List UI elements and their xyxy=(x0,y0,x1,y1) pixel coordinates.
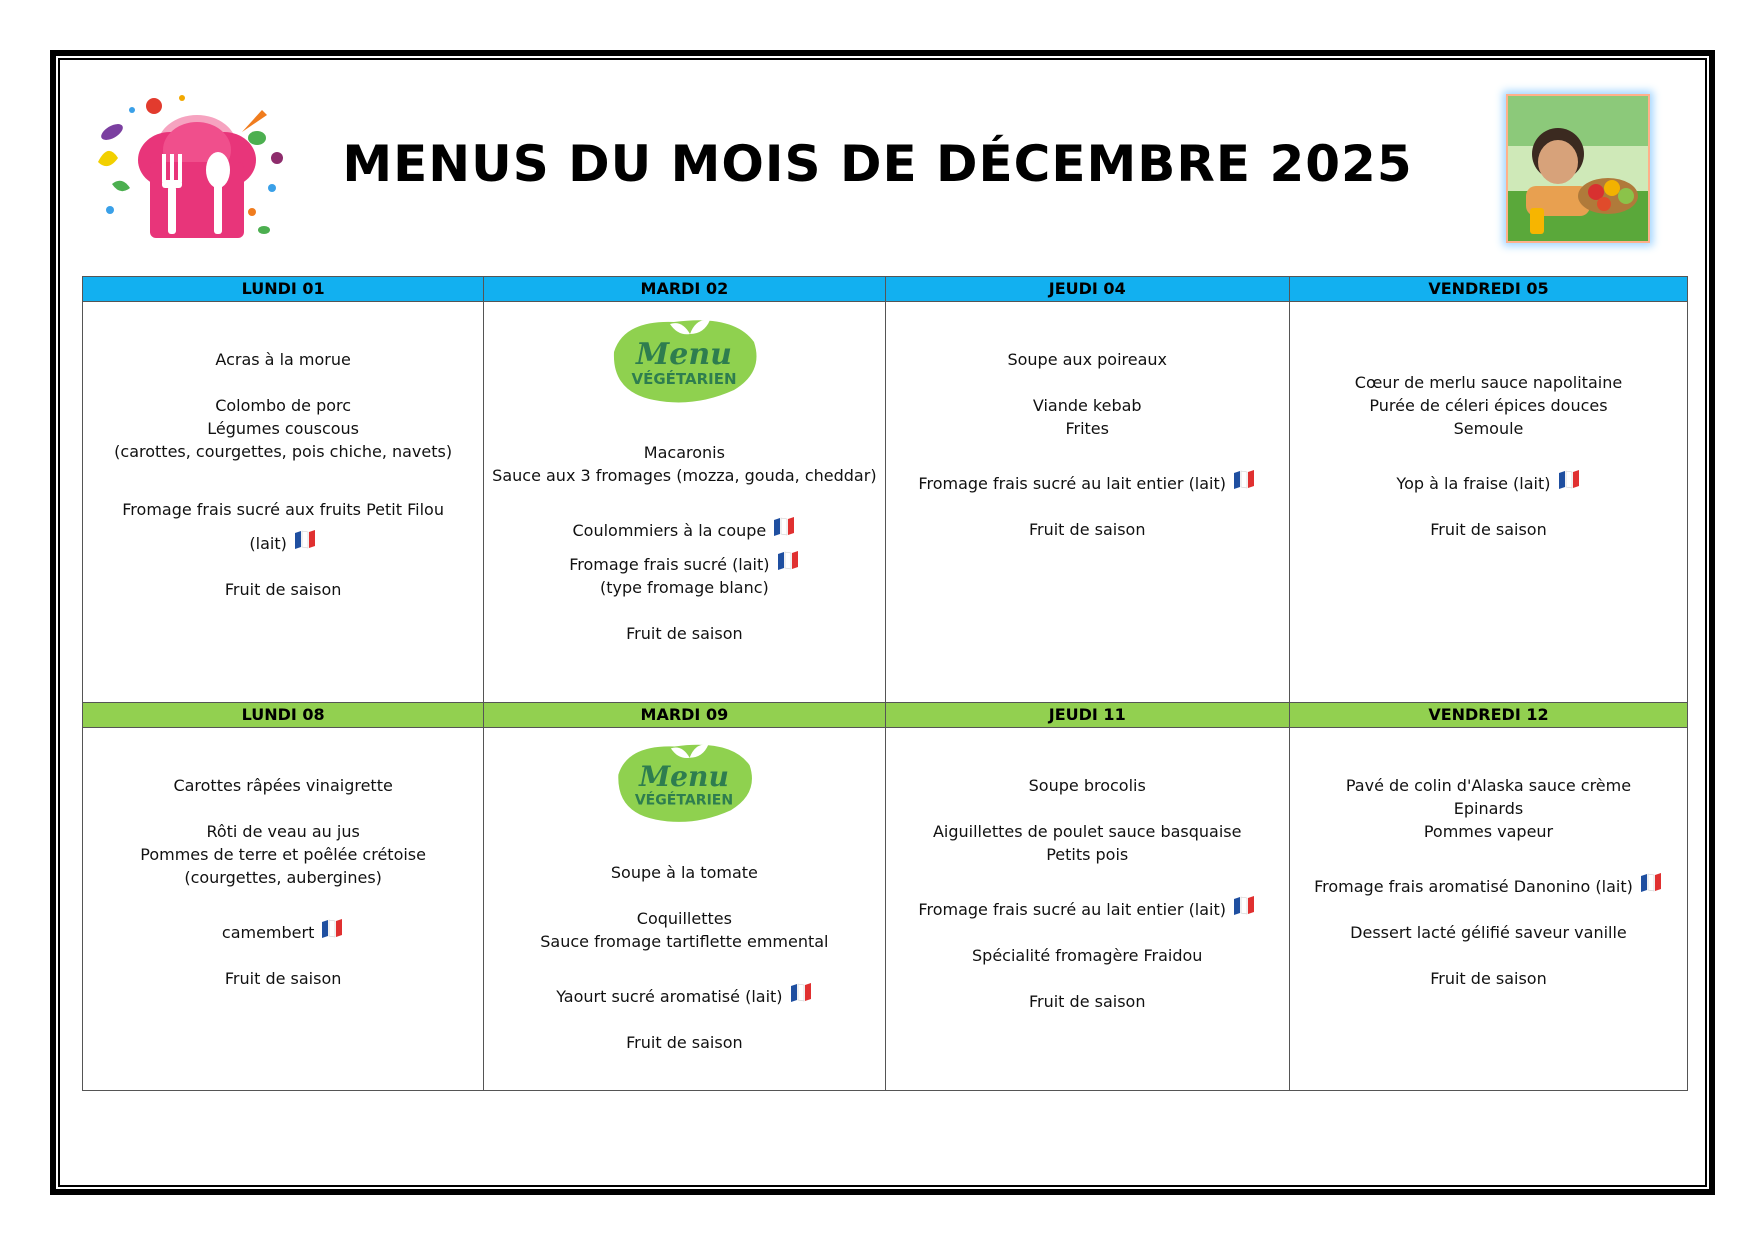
menu-starter: Acras à la morue xyxy=(215,350,351,369)
child-fruits-photo xyxy=(1506,94,1650,243)
menu-dairy-detail: (type fromage blanc) xyxy=(599,578,769,597)
menu-dessert: Fruit de saison xyxy=(1028,520,1146,539)
badge-title: Menu xyxy=(636,337,733,372)
day-menu-cell xyxy=(83,728,484,1091)
menu-main: Coquillettes xyxy=(636,909,732,928)
menu-cheese: camembert xyxy=(221,923,315,942)
menu-main: Macaronis xyxy=(643,443,725,462)
badge-subtitle: VÉGÉTARIEN xyxy=(635,792,734,809)
menu-starter: Soupe aux poireaux xyxy=(1007,350,1167,369)
menu-cheese: Spécialité fromagère Fraidou xyxy=(972,946,1203,965)
day-menu-cell xyxy=(885,302,1289,703)
menu-dessert: Fruit de saison xyxy=(1028,992,1146,1011)
menu-main: Rôti de veau au jus xyxy=(206,822,360,841)
french-flag-icon xyxy=(789,982,813,1004)
week1-menu-row xyxy=(83,302,1688,703)
vegetarian-menu-badge xyxy=(604,312,764,410)
day-header: JEUDI 11 xyxy=(885,703,1289,728)
french-flag-icon xyxy=(1232,895,1256,917)
menu-side-detail: (carottes, courgettes, pois chiche, navets) xyxy=(114,442,453,461)
menu-dessert: Fruit de saison xyxy=(1430,969,1547,988)
menu-main: Cœur de merlu sauce napolitaine xyxy=(1354,373,1623,392)
menu-starter: Carottes râpées vinaigrette xyxy=(173,776,393,795)
badge-title: Menu xyxy=(639,759,730,793)
page-title: MENUS DU MOIS DE DÉCEMBRE 2025 xyxy=(342,135,1413,193)
menu-dairy: Fromage frais aromatisé Danonino (lait) xyxy=(1314,877,1633,896)
menu-side: Pommes de terre et poêlée crétoise xyxy=(140,845,426,864)
menu-dessert: Fruit de saison xyxy=(224,580,342,599)
menu-table xyxy=(82,276,1688,1091)
day-header: VENDREDI 12 xyxy=(1289,703,1687,728)
day-header: LUNDI 01 xyxy=(83,277,484,302)
menu-side: Epinards xyxy=(1453,799,1524,818)
french-flag-icon xyxy=(1232,469,1256,491)
french-flag-icon xyxy=(293,529,317,551)
day-header: LUNDI 08 xyxy=(83,703,484,728)
menu-side: Pommes vapeur xyxy=(1423,822,1554,841)
menu-dairy: Fromage frais sucré au lait entier (lait) xyxy=(918,900,1227,919)
menu-main: Pavé de colin d'Alaska sauce crème xyxy=(1345,776,1632,795)
week1-header-row xyxy=(83,277,1688,302)
french-flag-icon xyxy=(772,516,796,538)
menu-dairy: Yaourt sucré aromatisé (lait) xyxy=(556,987,783,1006)
menu-side: Légumes couscous xyxy=(207,419,359,438)
menu-side-detail: (courgettes, aubergines) xyxy=(184,868,382,887)
vegetarian-menu-badge xyxy=(609,736,759,830)
french-flag-icon xyxy=(1639,872,1663,894)
menu-dessert: Fruit de saison xyxy=(626,624,743,643)
menu-side: Frites xyxy=(1065,419,1109,438)
day-header: JEUDI 04 xyxy=(885,277,1289,302)
menu-dairy: Fromage frais sucré (lait) xyxy=(569,555,770,574)
day-menu-cell xyxy=(484,302,885,703)
french-flag-icon xyxy=(1557,469,1581,491)
menu-dessert: Fruit de saison xyxy=(1430,520,1547,539)
menu-sauce: Sauce fromage tartiflette emmental xyxy=(540,932,829,951)
menu-dairy: Fromage frais sucré au lait entier (lait) xyxy=(918,474,1227,493)
french-flag-icon xyxy=(320,918,344,940)
menu-starter: Soupe brocolis xyxy=(1028,776,1146,795)
menu-dairy: Yop à la fraise (lait) xyxy=(1396,474,1551,493)
menu-cheese: Coulommiers à la coupe xyxy=(572,521,767,540)
menu-side: Purée de céleri épices douces xyxy=(1369,396,1608,415)
day-header: MARDI 09 xyxy=(484,703,885,728)
menu-dessert: Fruit de saison xyxy=(224,969,342,988)
day-menu-cell xyxy=(484,728,885,1091)
menu-main: Viande kebab xyxy=(1032,396,1142,415)
menu-sauce: Sauce aux 3 fromages (mozza, gouda, cheddar) xyxy=(492,466,877,485)
menu-dairy-detail: (lait) xyxy=(249,534,287,553)
badge-subtitle: VÉGÉTARIEN xyxy=(631,370,737,388)
day-menu-cell xyxy=(1289,728,1687,1091)
menu-dessert: Fruit de saison xyxy=(626,1033,743,1052)
day-menu-cell xyxy=(885,728,1289,1091)
menu-starter: Soupe à la tomate xyxy=(610,863,758,882)
week2-menu-row xyxy=(83,728,1688,1091)
menu-side: Semoule xyxy=(1453,419,1524,438)
menu-dessert-extra: Dessert lacté gélifié saveur vanille xyxy=(1350,923,1627,942)
french-flag-icon xyxy=(776,550,800,572)
menu-dairy: Fromage frais sucré aux fruits Petit Filou xyxy=(122,500,444,519)
day-menu-cell xyxy=(1289,302,1687,703)
week2-header-row xyxy=(83,703,1688,728)
day-header: VENDREDI 05 xyxy=(1289,277,1687,302)
menu-side: Petits pois xyxy=(1046,845,1129,864)
day-header: MARDI 02 xyxy=(484,277,885,302)
menu-main: Aiguillettes de poulet sauce basquaise xyxy=(932,822,1242,841)
day-menu-cell xyxy=(83,302,484,703)
menu-main: Colombo de porc xyxy=(215,396,352,415)
